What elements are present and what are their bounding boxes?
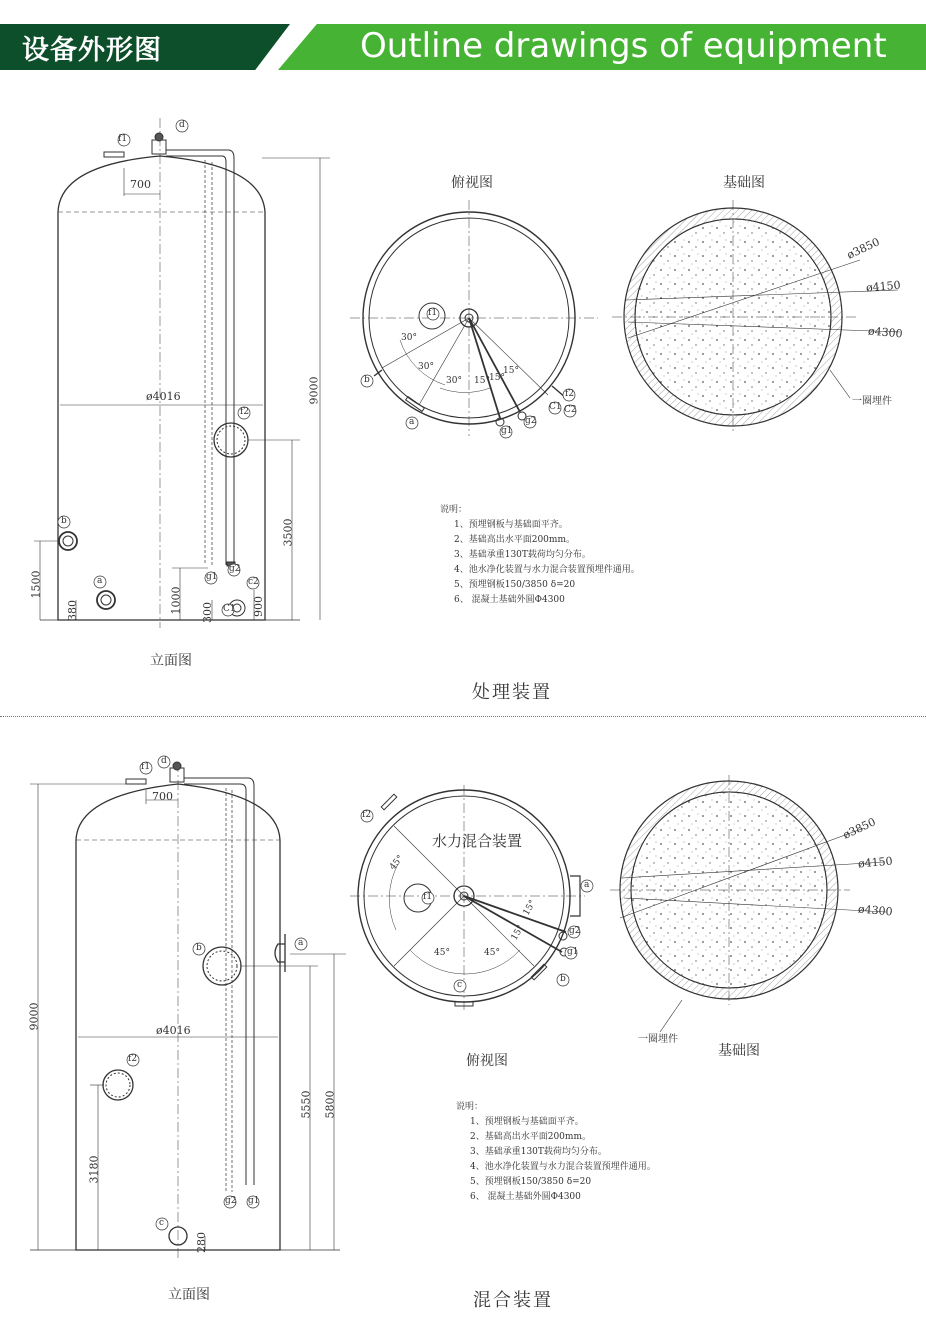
s2-found-d4300: ø4300 (857, 902, 894, 919)
section2-elevation (27, 762, 346, 1260)
s1-angle-15c: 15° (503, 366, 519, 376)
s1-dim-1000: 1000 (169, 586, 183, 615)
s1-note-6: 6、 混凝土基础外圆Φ4300 (454, 595, 565, 605)
s2-found-embed: 一圈埋件 (638, 1034, 678, 1045)
s1-notes (440, 503, 640, 608)
s1-top-tag-a: a (409, 417, 415, 427)
s2-top-tag-f1: f1 (423, 892, 433, 902)
s2-dim-5800: 5800 (323, 1090, 337, 1119)
s2-tag-g1: g1 (248, 1196, 260, 1206)
s2-note-4: 4、池水净化装置与水力混合装置预埋件通用。 (470, 1162, 656, 1172)
s1-angle-30b: 30° (418, 362, 434, 372)
s1-dim-900: 900 (252, 596, 265, 617)
s2-tag-f1: f1 (141, 762, 151, 772)
s1-angle-30a: 30° (401, 333, 417, 343)
section-separator (0, 716, 926, 717)
s1-elevation-label: 立面图 (150, 653, 192, 669)
s1-found-embed: 一圈埋件 (852, 396, 892, 407)
s2-top-tag-f2: f2 (362, 810, 372, 820)
s2-caption: 混合装置 (473, 1290, 553, 1311)
s2-dim-5550: 5550 (299, 1090, 313, 1119)
s1-dim-300: 300 (201, 602, 214, 623)
s1-tag-c1: C1 (223, 604, 236, 614)
s2-dim-9000: 9000 (27, 1002, 41, 1031)
s2-tag-a: a (298, 938, 304, 948)
s1-tag-f2: f2 (240, 407, 250, 417)
s1-note-title: 说明： (440, 505, 468, 515)
s2-angle-15a: 15° (509, 923, 527, 943)
s1-tag-b: b (61, 516, 67, 526)
s2-foundation-label: 基础图 (718, 1043, 760, 1059)
s2-dim-3180: 3180 (87, 1155, 101, 1184)
s1-angle-15b: 15° (489, 373, 505, 383)
s2-angle-45a: 45° (388, 853, 406, 873)
s1-dim-3500: 3500 (281, 518, 295, 547)
s2-top-inner-label: 水力混合装置 (432, 832, 523, 850)
s2-note-3: 3、基础承重130T载荷均匀分布。 (470, 1147, 607, 1157)
s2-top-tag-g1: g1 (567, 947, 579, 957)
s2-note-1: 1、预埋钢板与基础面平齐。 (470, 1117, 584, 1127)
s1-top-tag-c1: C1 (549, 402, 562, 412)
s2-note-5: 5、预埋钢板150/3850 δ=20 (470, 1177, 592, 1187)
s1-dim-1500: 1500 (29, 570, 43, 599)
s1-tag-f1: f1 (118, 134, 128, 144)
s2-elevation-label: 立面图 (168, 1287, 210, 1303)
s1-caption: 处理装置 (472, 682, 552, 703)
s1-foundation-label: 基础图 (723, 175, 765, 191)
s1-note-1: 1、预埋钢板与基础面平齐。 (454, 520, 568, 530)
header-title-cn: 设备外形图 (22, 35, 162, 66)
s1-tag-g1: g1 (206, 572, 218, 582)
s2-top-tag-a: a (584, 880, 590, 890)
s1-dim-700: 700 (130, 178, 151, 191)
s1-top-tag-b: b (364, 375, 370, 385)
s1-top-tag-g2: g2 (525, 416, 537, 426)
s2-top-view-label: 俯视图 (466, 1053, 508, 1069)
s1-dim-diameter: ø4016 (146, 390, 181, 403)
section2-foundation (610, 775, 886, 1032)
s1-note-3: 3、基础承重130T载荷均匀分布。 (454, 550, 591, 560)
s2-top-tag-g2: g2 (569, 926, 581, 936)
s2-note-title: 说明： (456, 1102, 484, 1112)
s1-top-tag-f1: f1 (428, 308, 438, 318)
s2-note-6: 6、 混凝土基础外圆Φ4300 (470, 1192, 581, 1202)
s1-note-4: 4、池水净化装置与水力混合装置预埋件通用。 (454, 565, 640, 575)
s2-dim-280: 280 (195, 1232, 208, 1253)
s1-tag-c2: c2 (248, 577, 259, 587)
s2-tag-f2: f2 (128, 1054, 138, 1064)
section1-elevation (34, 118, 330, 628)
s2-angle-45c: 45° (484, 948, 500, 958)
s2-dim-700: 700 (152, 790, 173, 803)
s2-notes (456, 1100, 656, 1205)
s1-note-2: 2、基础高出水平面200mm。 (454, 535, 575, 545)
s2-tag-d: d (161, 756, 167, 766)
s1-angle-15a: 15° (474, 376, 490, 386)
s2-found-d4150: ø4150 (857, 854, 894, 871)
s2-tag-g2: g2 (225, 1196, 237, 1206)
s2-dim-diameter: ø4016 (156, 1024, 191, 1037)
s1-angle-30c: 30° (446, 376, 462, 386)
s1-dim-380: 380 (66, 600, 79, 621)
s1-found-d4150: ø4150 (865, 278, 902, 295)
s2-tag-b: b (196, 943, 202, 953)
section1-top-view (350, 200, 598, 436)
s1-dim-9000: 9000 (307, 376, 321, 405)
s1-note-5: 5、预埋钢板150/3850 δ=20 (454, 580, 576, 590)
s2-top-tag-b: b (560, 974, 566, 984)
s1-top-tag-g1: g1 (501, 426, 513, 436)
s1-top-tag-c2: C2 (564, 405, 577, 415)
s1-top-tag-f2: f2 (565, 389, 575, 399)
s1-top-view-label: 俯视图 (451, 175, 493, 191)
s1-tag-g2: g2 (229, 564, 241, 574)
s1-found-d4300: ø4300 (867, 324, 904, 341)
s1-found-d3850: ø3850 (844, 235, 882, 262)
s2-tag-c: c (159, 1218, 165, 1228)
s2-top-tag-c: c (457, 980, 463, 990)
s1-tag-a: a (97, 576, 103, 586)
s1-tag-d: d (179, 120, 185, 130)
s2-note-2: 2、基础高出水平面200mm。 (470, 1132, 591, 1142)
section2-top-view (350, 785, 585, 1010)
s2-angle-45b: 45° (434, 948, 450, 958)
header-title-en: Outline drawings of equipment (360, 26, 887, 66)
s2-angle-15b: 15° (521, 898, 539, 918)
s2-found-d3850: ø3850 (840, 815, 878, 842)
